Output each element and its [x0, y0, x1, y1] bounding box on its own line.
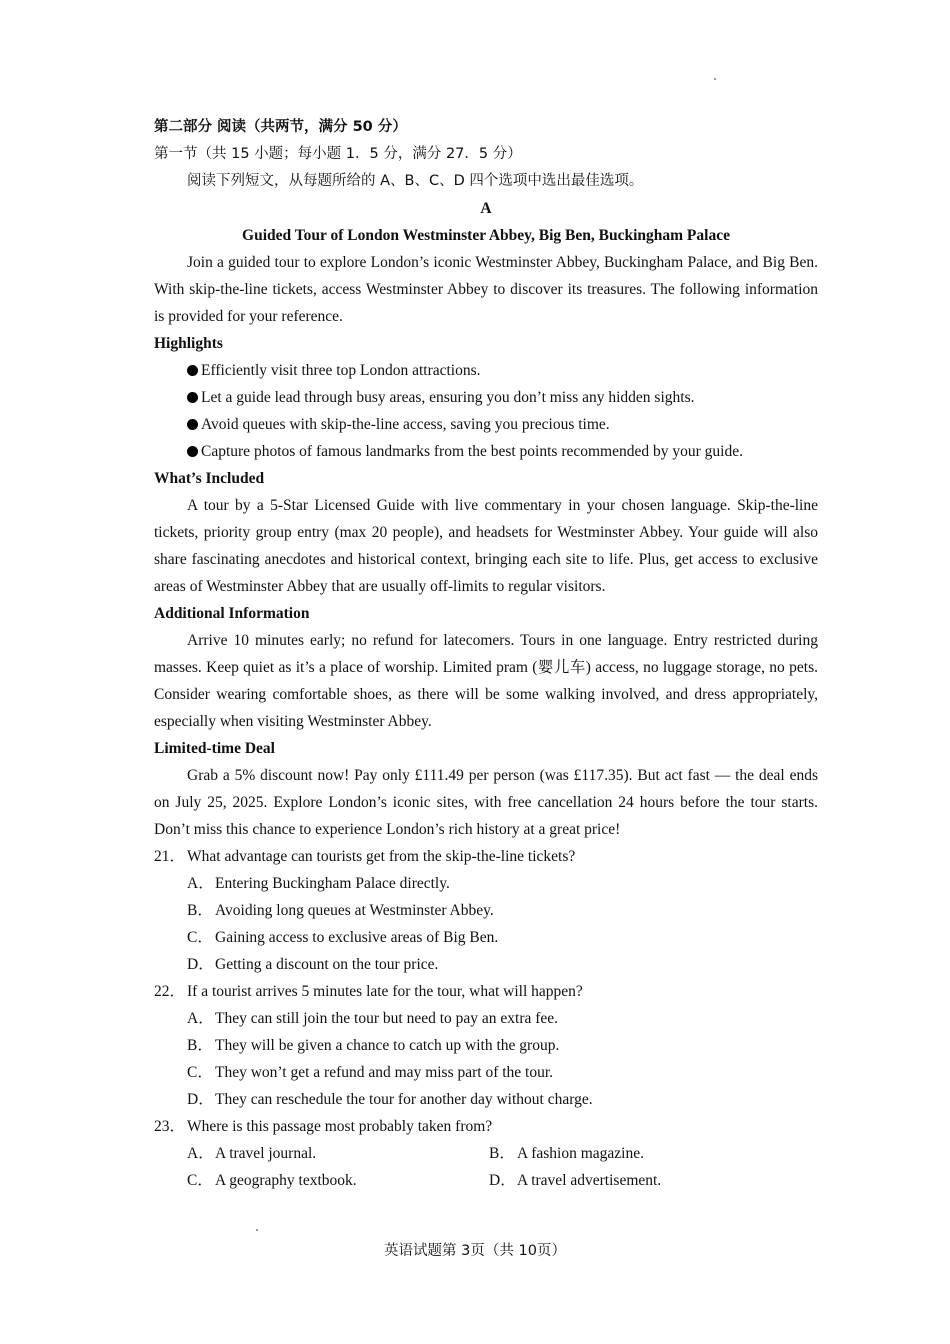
option-23-d[interactable]: D．A travel advertisement.: [489, 1172, 662, 1189]
highlights-heading: Highlights: [154, 335, 223, 352]
bullet-icon: [187, 446, 198, 457]
bullet-icon: [187, 419, 198, 430]
scan-speck: [256, 1229, 258, 1231]
included-text: A tour by a 5-Star Licensed Guide with live commentary in your chosen language. Skip-the-line tickets, priority group entry (max 20 people), and headsets for Westminster Abbey. Your guide will also share fascinating anecdotes and historical context, bringing each site to life. Plus, get access to exclusive areas of Westminster Abbey that are usually off-limits to regular visitors.: [154, 497, 818, 595]
scan-speck: [714, 78, 716, 80]
highlight-item: Efficiently visit three top London attractions.: [154, 357, 818, 384]
bullet-icon: [187, 392, 198, 403]
option-21-d[interactable]: D．Getting a discount on the tour price.: [187, 956, 439, 973]
deal-text: Grab a 5% discount now! Pay only £111.49 per person (was £117.35). But act fast — the deal ends on July 25, 2025. Explore London’s iconic sites, with free cancellation 24 hours before the tour starts. Don’t miss this chance to experience London’s rich history at a great price!: [154, 767, 818, 838]
part-title: 第二部分 阅读（共两节，满分 50 分）: [154, 119, 407, 135]
highlight-item: Let a guide lead through busy areas, ensuring you don’t miss any hidden sights.: [154, 384, 818, 411]
included-heading: What’s Included: [154, 470, 265, 487]
highlight-item: Avoid queues with skip-the-line access, saving you precious time.: [154, 411, 818, 438]
question-number: 22．: [154, 983, 186, 1000]
option-22-d[interactable]: D．They can reschedule the tour for another day without charge.: [187, 1091, 593, 1108]
section-title: 第一节（共 15 小题；每小题 1．5 分，满分 27．5 分）: [154, 146, 522, 162]
page-footer: 英语试题第 3页（共 10页）: [384, 1243, 566, 1259]
option-row: [154, 1140, 818, 1167]
option-21-b[interactable]: B． Avoiding long queues at Westminster Abbey.: [187, 902, 494, 919]
option-23-a[interactable]: A．A travel journal.: [187, 1145, 317, 1162]
option-23-b[interactable]: B． A fashion magazine.: [489, 1145, 644, 1162]
question-number: 23．: [154, 1118, 186, 1135]
option-22-b[interactable]: B． They will be given a chance to catch up with the group.: [187, 1037, 560, 1054]
question-stem: Where is this passage most probably taken from?: [187, 1118, 493, 1135]
bullet-icon: [187, 365, 198, 376]
additional-heading: Additional Information: [154, 605, 310, 622]
question-stem: What advantage can tourists get from the skip-the-line tickets?: [187, 848, 576, 865]
highlight-item: Capture photos of famous landmarks from the best points recommended by your guide.: [154, 438, 818, 465]
option-row: [154, 1167, 818, 1194]
question-23: [154, 1113, 818, 1140]
option-23-c[interactable]: C． A geography textbook.: [187, 1172, 357, 1189]
option-21-c[interactable]: C． Gaining access to exclusive areas of Big Ben.: [187, 929, 499, 946]
exam-page: [154, 114, 818, 1194]
option-21-a[interactable]: A．Entering Buckingham Palace directly.: [187, 875, 450, 892]
passage-title: Guided Tour of London Westminster Abbey, Big Ben, Buckingham Palace: [242, 227, 730, 244]
deal-heading: Limited-time Deal: [154, 740, 275, 757]
question-stem: If a tourist arrives 5 minutes late for the tour, what will happen?: [187, 983, 583, 1000]
question-22: [154, 978, 818, 1005]
additional-text: Arrive 10 minutes early; no refund for latecomers. Tours in one language. Entry restricted during masses. Keep quiet as it’s a place of worship. Limited pram (婴儿车) access, no luggage storage, no pets. Consider wearing comfortable shoes, as there will be some walking involved, and dress appropriately, especially when visiting Westminster Abbey.: [154, 632, 818, 730]
passage-label: A: [480, 200, 492, 217]
option-22-c[interactable]: C． They won’t get a refund and may miss part of the tour.: [187, 1064, 554, 1081]
instruction: 阅读下列短文，从每题所给的 A、B、C、D 四个选项中选出最佳选项。: [187, 173, 644, 189]
question-number: 21．: [154, 848, 186, 865]
passage-intro: Join a guided tour to explore London’s iconic Westminster Abbey, Buckingham Palace, and Big Ben. With skip-the-line tickets, access Westminster Abbey to discover its treasures. The following information is provided for your reference.: [154, 254, 818, 325]
option-22-a[interactable]: A．They can still join the tour but need to pay an extra fee.: [187, 1010, 559, 1027]
question-21: [154, 843, 818, 870]
